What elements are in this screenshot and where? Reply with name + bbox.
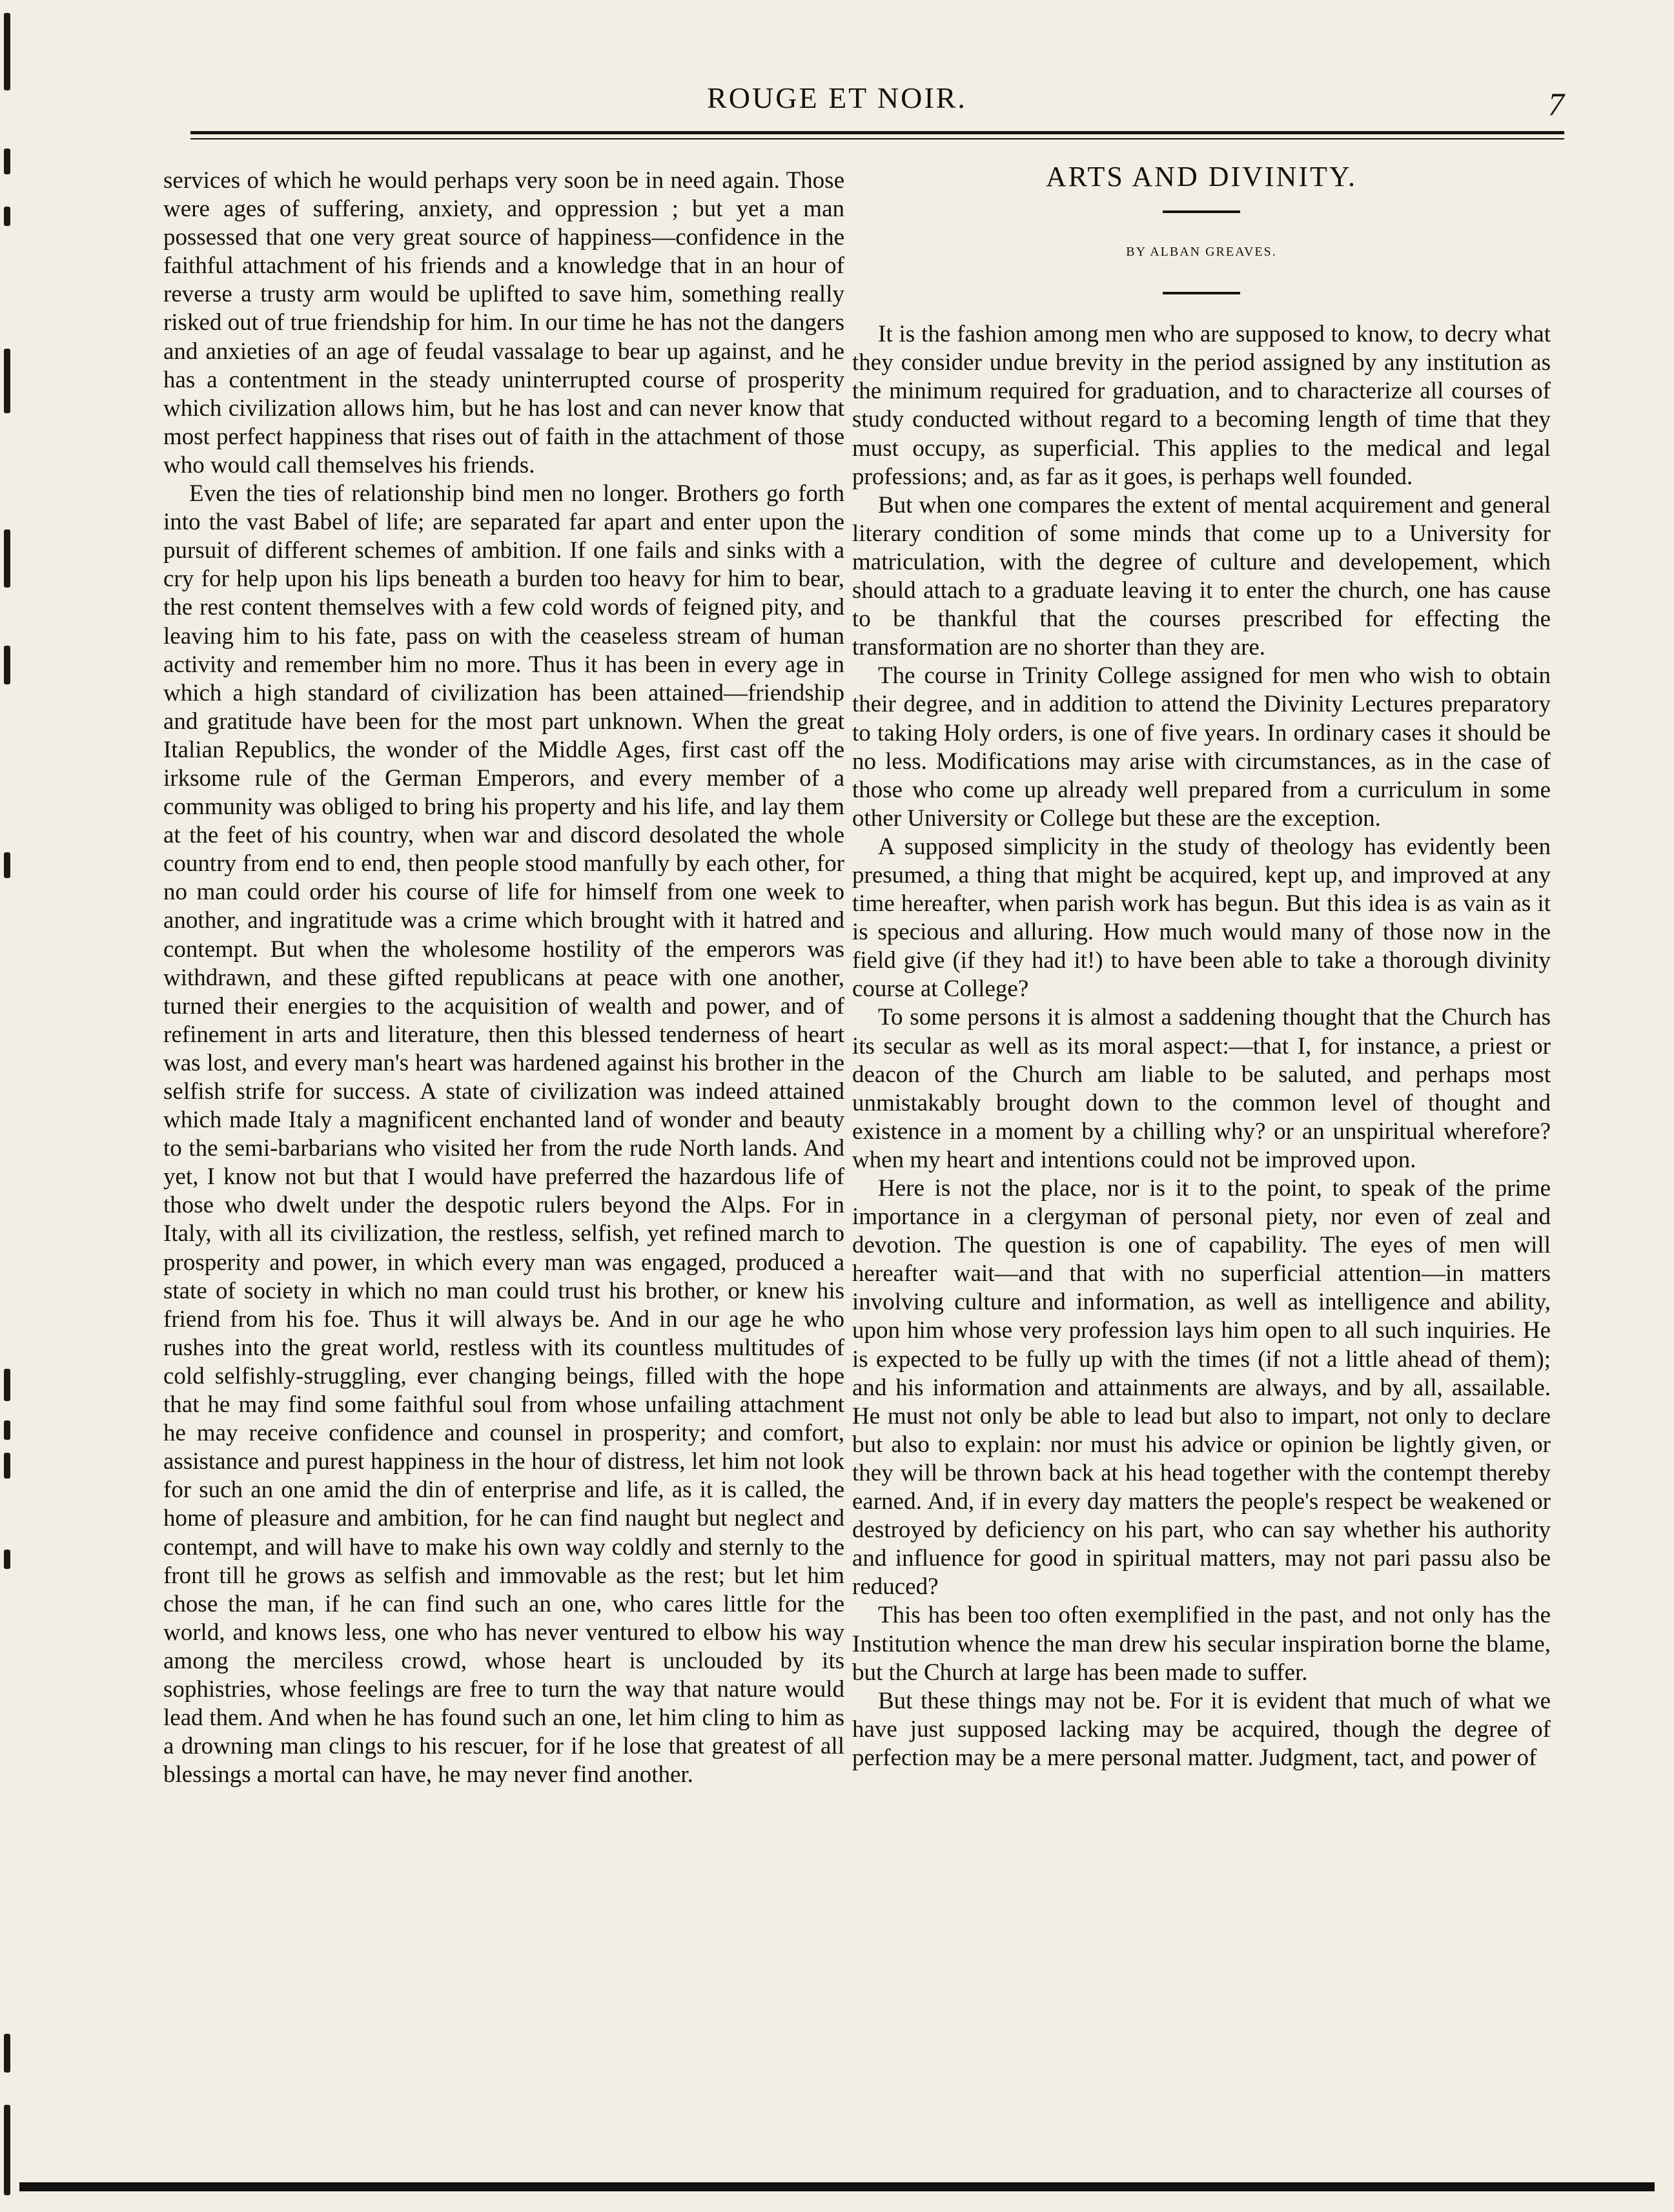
article-title: ARTS AND DIVINITY. [1046, 161, 1357, 192]
binding-edge-mark [4, 148, 10, 174]
running-head: ROUGE ET NOIR. [707, 81, 967, 114]
paragraph: To some persons it is almost a saddening thought that the Church has its secular as well as its moral aspect:—that I, for instance, a priest or deacon of the Church am liable to be saluted, and perhaps most unmistakably brought down to the common level of thought and existence in a moment by a chilling why? or an unspiritual wherefore? when my heart and intentions could not be improved upon. [852, 1004, 1551, 1173]
binding-edge-mark [4, 529, 10, 588]
binding-edge-mark [4, 1420, 10, 1440]
paragraph: Even the ties of relationship bind men no longer. Brothers go forth into the vast Babel of life; are separated far apart and enter upon the pursuit of different schemes of ambition. If one fails and sinks with a cry for help upon his lips beneath a burden too heavy for him to bear, the rest content themselves with a few cold words of feigned pity, and leaving him to his fate, pass on with the ceaseless stream of human activity and remember him no more. Thus it has been in every age in which a high standard of civilization has been attained—friendship and gratitude have been for the most part unknown. When the great Italian Republics, the wonder of the Middle Ages, first cast off the irksome rule of the German Emperors, and every member of a community was obliged to bring his property and his life, and lay them at the feet of his country, when war and discord desolated the whole country from end to end, then people stood manfully by each other, for no man could order his course of life for himself from one week to another, and ingratitude was a crime which brought with it hatred and contempt. But when the wholesome hostility of the emperors was withdrawn, and these gifted republicans at peace with one another, turned their energies to the acquisition of wealth and power, and of refinement in arts and literature, then this blessed tenderness of heart was lost, and every man's heart was hardened against his brother in the selfish strife for success. A state of civilization was indeed attained which made Italy a magnificent enchanted land of wonder and beauty to the semi-barbarians who visited her from the rude North lands. And yet, I know not but that I would have preferred the hazardous life of those who dwelt under the despotic rulers beyond the Alps. For in Italy, with all its civilization, the restless, selfish, yet refined march to prosperity and power, in which every man was engaged, produced a state of society in which no man could trust his brother, or knew his friend from his foe. Thus it will always be. And in our age he who rushes into the great world, restless with its countless multitudes of cold selfishly-struggling, ever changing beings, filled with the hope that he may find some faithful soul from whose unfailing attachment he may receive confidence and counsel in prosperity; and comfort, assistance and purest happiness in the hour of distress, let him not look for such an one amid the din of enterprise and life, as it is called, the home of pleasure and ambition, for he can find naught but neglect and contempt, and will have to make his own way coldly and sternly to the front till he grows as selfish and immovable as the rest; but let him chose the man, if he can find such an one, who cares little for the world, and knows less, one who has never ventured to elbow his way among the merciless crowd, whose heart is unclouded by its sophistries, whose feelings are free to turn the way that nature would lead them. And when he has found such an one, let him cling to him as a drowning man clings to his rescuer, for if he lose that greatest of all blessings a mortal can have, he may never find another. [163, 480, 844, 1788]
header-rule-thick [190, 131, 1564, 134]
paragraph: It is the fashion among men who are supposed to know, to decry what they consider undue brevity in the period assigned by any institution as the minimum required for graduation, and to characterize all courses of study conducted without regard to a becoming length of time that they must occupy, as superficial. This applies to the medical and legal professions; and, as far as it goes, is perhaps well founded. [852, 321, 1551, 490]
right-column [852, 155, 1551, 1772]
binding-edge-mark [4, 852, 10, 878]
header-rule-thin [190, 138, 1564, 139]
paragraph: But these things may not be. For it is evident that much of what we have just supposed lacking may be acquired, though the degree of perfection may be a mere personal matter. Judgment, tact, and power of [852, 1687, 1551, 1771]
paragraph: A supposed simplicity in the study of theology has evidently been presumed, a thing that might be acquired, kept up, and improved at any time hereafter, when parish work has begun. But this idea is as vain as it is specious and alluring. How much would many of those now in the field give (if they had it!) to have been able to take a thorough divinity course at College? [852, 833, 1551, 1003]
binding-edge-mark [4, 349, 10, 413]
article-byline: BY ALBAN GREAVES. [1126, 245, 1277, 260]
binding-edge-mark [4, 1550, 10, 1569]
title-rule [1163, 210, 1240, 213]
bottom-edge-rule [19, 2182, 1655, 2191]
binding-edge-mark [4, 1369, 10, 1401]
paragraph: This has been too often exemplified in the past, and not only has the Institution whence the man drew his secular inspiration borne the blame, but the Church at large has been made to suffer. [852, 1602, 1551, 1686]
page-number: 7 [1548, 86, 1564, 122]
binding-edge-mark [4, 13, 10, 90]
paragraph: services of which he would perhaps very soon be in need again. Those were ages of suffering, anxiety, and oppression ; but yet a man possessed that one very great source of happiness—confidence in the faithful attachment of his friends and a knowledge that in an hour of reverse a trusty arm would be uplifted to save him, something really risked out of true friendship for him. In our time he has not the dangers and anxieties of an age of feudal vassalage to bear up against, and he has a contentment in the steady uninterrupted course of prosperity which civilization allows him, but he has lost and can never know that most perfect happiness that rises out of faith in the attachment of those who would call themselves his friends. [163, 167, 844, 478]
paragraph: Here is not the place, nor is it to the point, to speak of the prime importance in a clergyman of personal piety, nor even of zeal and devotion. The question is one of capability. The eyes of men will hereafter wait—and that with no superficial attention—in matters involving culture and information, as well as intelligence and ability, upon him whose very profession lays him open to all such inquiries. He is expected to be fully up with the times (if not a little ahead of them); and his information and attainments are always, and by all, assailable. He must not only be able to lead but also to impart, not only to declare but also to explain: nor must his advice or opinion be lightly given, or they will be thrown back at his head together with the contempt thereby earned. And, if in every day matters the people's respect be weakened or destroyed by deficiency on his part, who can say whether his authority and influence for good in spiritual matters, may not pari passu also be reduced? [852, 1175, 1551, 1601]
binding-edge-mark [4, 646, 10, 684]
byline-rule [1163, 292, 1240, 294]
binding-edge-mark [4, 2034, 10, 2073]
binding-edge-mark [4, 2105, 10, 2195]
left-column [163, 167, 844, 1789]
binding-edge-mark [4, 207, 10, 226]
binding-edge-mark [4, 1453, 10, 1479]
paragraph: The course in Trinity College assigned for men who wish to obtain their degree, and in addition to attend the Divinity Lectures preparatory to taking Holy orders, is one of five years. In ordinary cases it should be no less. Modifications may arise with circumstances, as in the case of those who come up already well prepared from a curriculum in some other University or College but these are the exception. [852, 662, 1551, 832]
paragraph: But when one compares the extent of mental acquirement and general literary condition of some minds that come up to a University for matriculation, with the degree of culture and developement, which should attach to a graduate leaving it to enter the church, one has cause to be thankful that the courses prescribed for effecting the transformation are no shorter than they are. [852, 491, 1551, 661]
